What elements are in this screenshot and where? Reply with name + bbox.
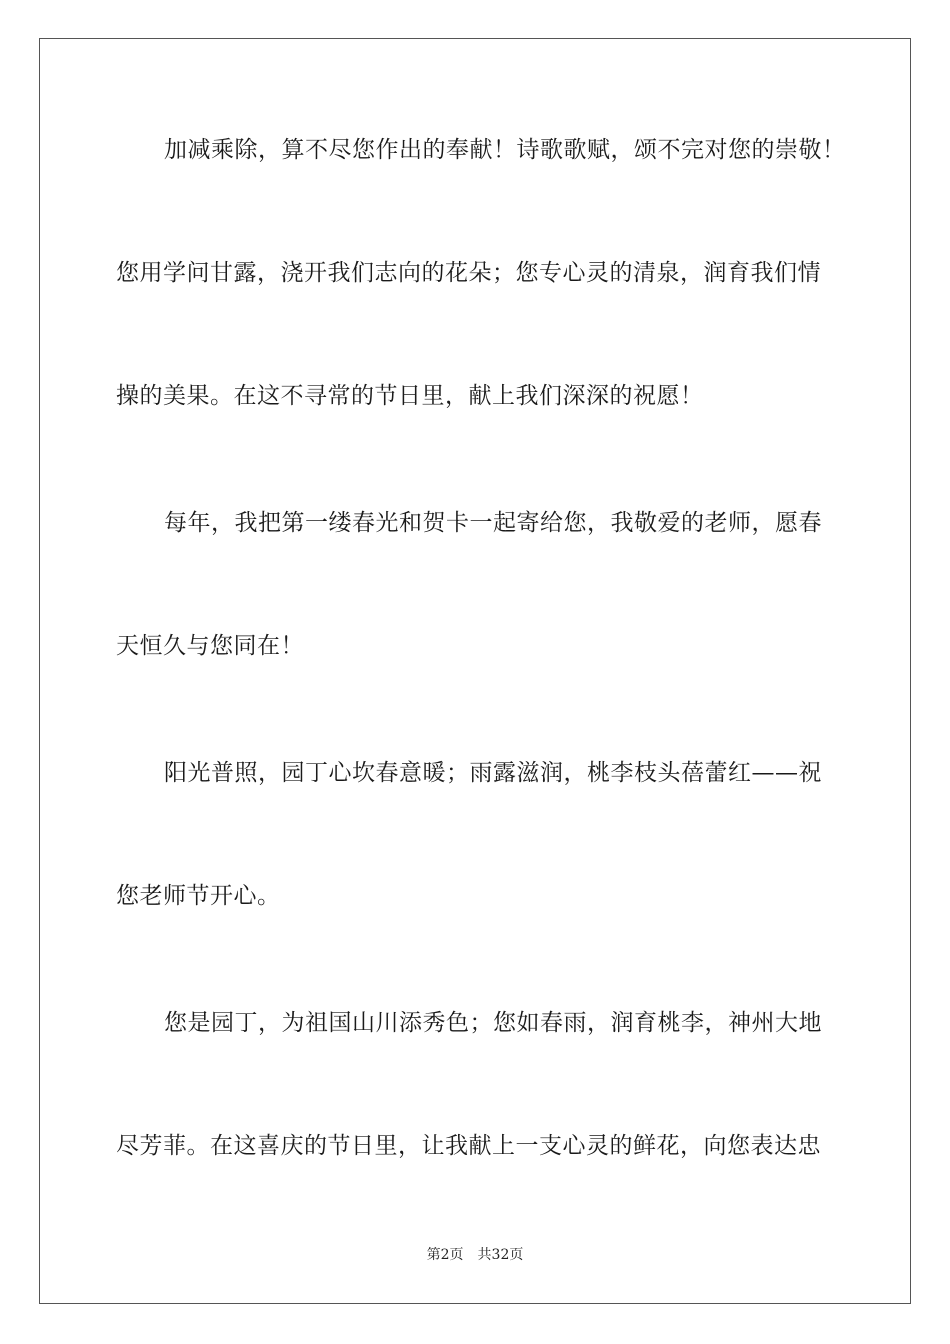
paragraph-line: 天恒久与您同在！ [116, 633, 304, 659]
paragraph-line: 您老师节开心。 [116, 883, 281, 909]
paragraph-line: 每年，我把第一缕春光和贺卡一起寄给您，我敬爱的老师，愿春 [164, 510, 822, 536]
page-total: 共32页 [477, 1247, 524, 1263]
paragraph-line: 加减乘除，算不尽您作出的奉献！诗歌歌赋，颂不完对您的崇敬！ [164, 137, 846, 163]
page-footer [0, 1246, 950, 1264]
paragraph-line: 尽芳菲。在这喜庆的节日里，让我献上一支心灵的鲜花，向您表达忠 [116, 1133, 821, 1159]
paragraph-line: 您用学问甘露，浇开我们志向的花朵；您专心灵的清泉，润育我们情 [116, 260, 821, 286]
page-border [39, 38, 911, 1304]
paragraph-line: 您是园丁，为祖国山川添秀色；您如春雨，润育桃李，神州大地 [164, 1010, 822, 1036]
paragraph-line: 操的美果。在这不寻常的节日里，献上我们深深的祝愿！ [116, 383, 704, 409]
paragraph-line: 阳光普照，园丁心坎春意暖；雨露滋润，桃李枝头蓓蕾红——祝 [164, 760, 822, 786]
page-number: 第2页 [426, 1247, 464, 1263]
